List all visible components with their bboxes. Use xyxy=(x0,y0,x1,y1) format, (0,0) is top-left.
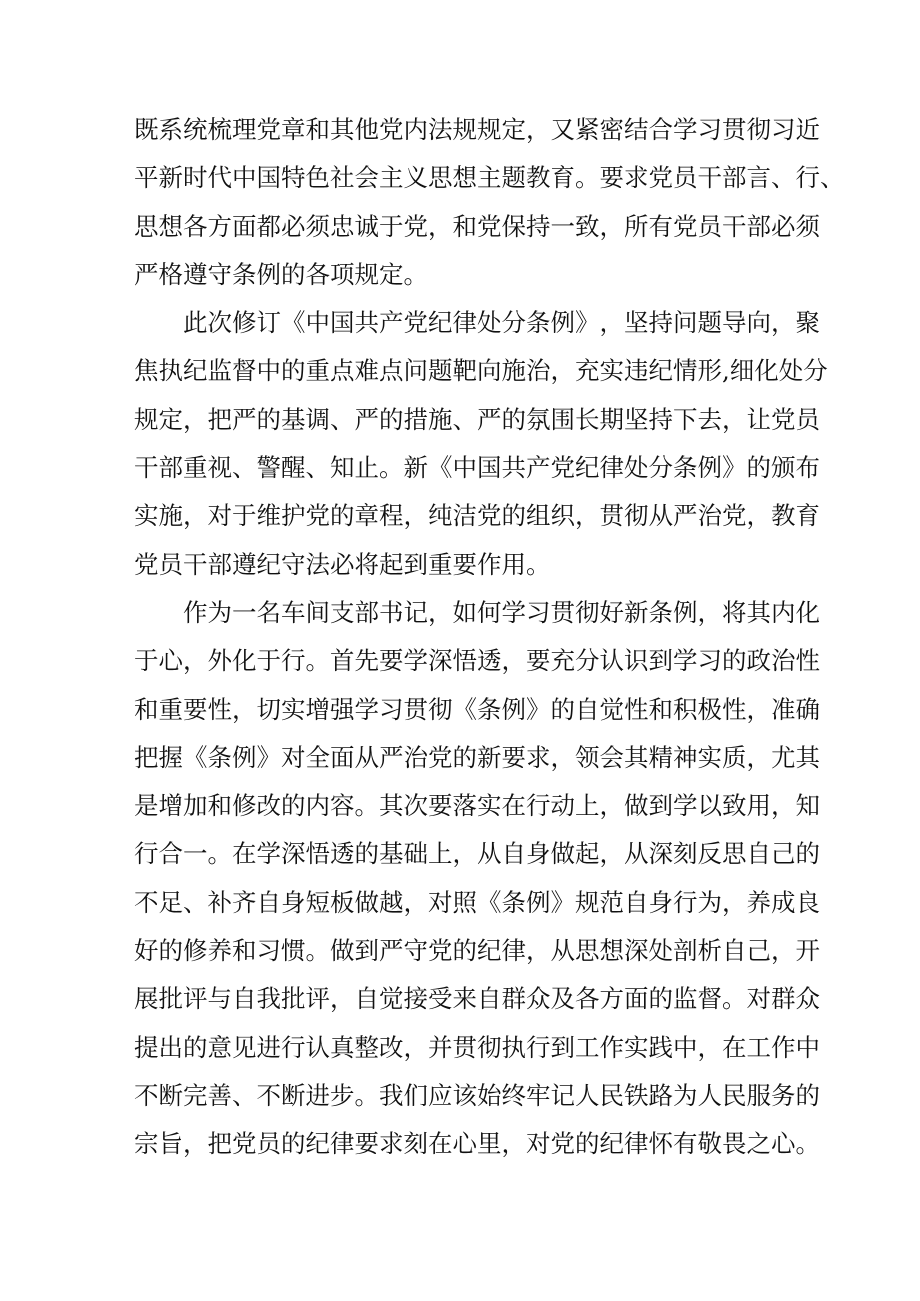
text-line: 平 新 时 代 中 国 特 色 社 会 主 义 思 想 主 题 教 育 。 要 求 党 员 干 部 言 、 行 、 xyxy=(134,163,845,193)
paragraph-2 xyxy=(134,299,828,589)
text-line: 把 握 《 条 例 》 对 全 面 从 严 治 党 的 新 要 求 ， 领 会 其 精 神 实 质 ， 尤 其 xyxy=(134,742,820,772)
text-line: 好 的 修 养 和 习 惯 。 做 到 严 守 党 的 纪 律 ， 从 思 想 深 处 剖 析 自 己 ， 开 xyxy=(134,936,820,966)
paragraph-1 xyxy=(134,106,845,299)
text-line: 和 重 要 性 ， 切 实 增 强 学 习 贯 彻 《 条 例 》 的 自 觉 性 和 积 极 性 ， 准 确 xyxy=(134,694,820,724)
text-line: 干 部 重 视 、 警 醒 、 知 止 。 新 《 中 国 共 产 党 纪 律 处 分 条 例 》 的 颁 布 xyxy=(134,453,820,483)
text-line: 不 足 、 补 齐 自 身 短 板 做 越 ， 对 照 《 条 例 》 规 范 自 身 行 为 ， 养 成 良 xyxy=(134,887,820,917)
text-line: 提 出 的 意 见 进 行 认 真 整 改 ， 并 贯 彻 执 行 到 工 作 实 践 中 ， 在 工 作 中 xyxy=(134,1032,820,1062)
text-line: 思 想 各 方 面 都 必 须 忠 诚 于 党 ， 和 党 保 持 一 致 ， 所 有 党 员 干 部 必 须 xyxy=(134,211,820,241)
text-line: 既 系 统 梳 理 党 章 和 其 他 党 内 法 规 规 定 ， 又 紧 密 结 合 学 习 贯 彻 习 近 xyxy=(134,115,820,144)
text-line: 作 为 一 名 车 间 支 部 书 记 ， 如 何 学 习 贯 彻 好 新 条 例 ， 将 其 内 化 xyxy=(183,597,820,627)
text-line: 行 合 一 。 在 学 深 悟 透 的 基 础 上 ， 从 自 身 做 起 ， 从 深 刻 反 思 自 己 的 xyxy=(134,839,820,869)
document-body xyxy=(134,106,845,1169)
text-line: 是 增 加 和 修 改 的 内 容 。 其 次 要 落 实 在 行 动 上 ， 做 到 学 以 致 用 ， 知 xyxy=(134,791,820,821)
text-line: 不 断 完 善 、 不 断 进 步 。 我 们 应 该 始 终 牢 记 人 民 铁 路 为 人 民 服 务 的 xyxy=(134,1080,820,1110)
text-line: 规 定 ， 把 严 的 基 调 、 严 的 措 施 、 严 的 氛 围 长 期 坚 持 下 去 ， 让 党 员 xyxy=(134,404,820,434)
text-line: 展 批 评 与 自 我 批 评 ， 自 觉 接 受 来 自 群 众 及 各 方 面 的 监 督 。 对 群 众 xyxy=(134,984,820,1014)
text-line: 实 施 ， 对 于 维 护 党 的 章 程 ， 纯 洁 党 的 组 织 ， 贯 彻 从 严 治 党 ， 教 育 xyxy=(134,501,820,531)
text-line: 宗旨，把党员的纪律要求刻在心里，对党的纪律怀有敬畏之心。 xyxy=(134,1129,820,1159)
text-line: 焦 执 纪 监 督 中 的 重 点 难 点 问 题 靶 向 施 治 ， 充 实 违 纪 情 形 , 细 化 处 分 xyxy=(134,356,828,386)
text-line: 此 次 修 订 《 中 国 共 产 党 纪 律 处 分 条 例 》 ， 坚 持 问 题 导 向 ， 聚 xyxy=(183,308,820,338)
text-line: 严格遵守条例的各项规定。 xyxy=(134,259,428,289)
paragraph-3 xyxy=(134,589,820,1169)
text-line: 党员干部遵纪守法必将起到重要作用。 xyxy=(134,549,551,579)
text-line: 于 心 ， 外 化 于 行 。 首 先 要 学 深 悟 透 ， 要 充 分 认 识 到 学 习 的 政 治 性 xyxy=(134,646,820,676)
